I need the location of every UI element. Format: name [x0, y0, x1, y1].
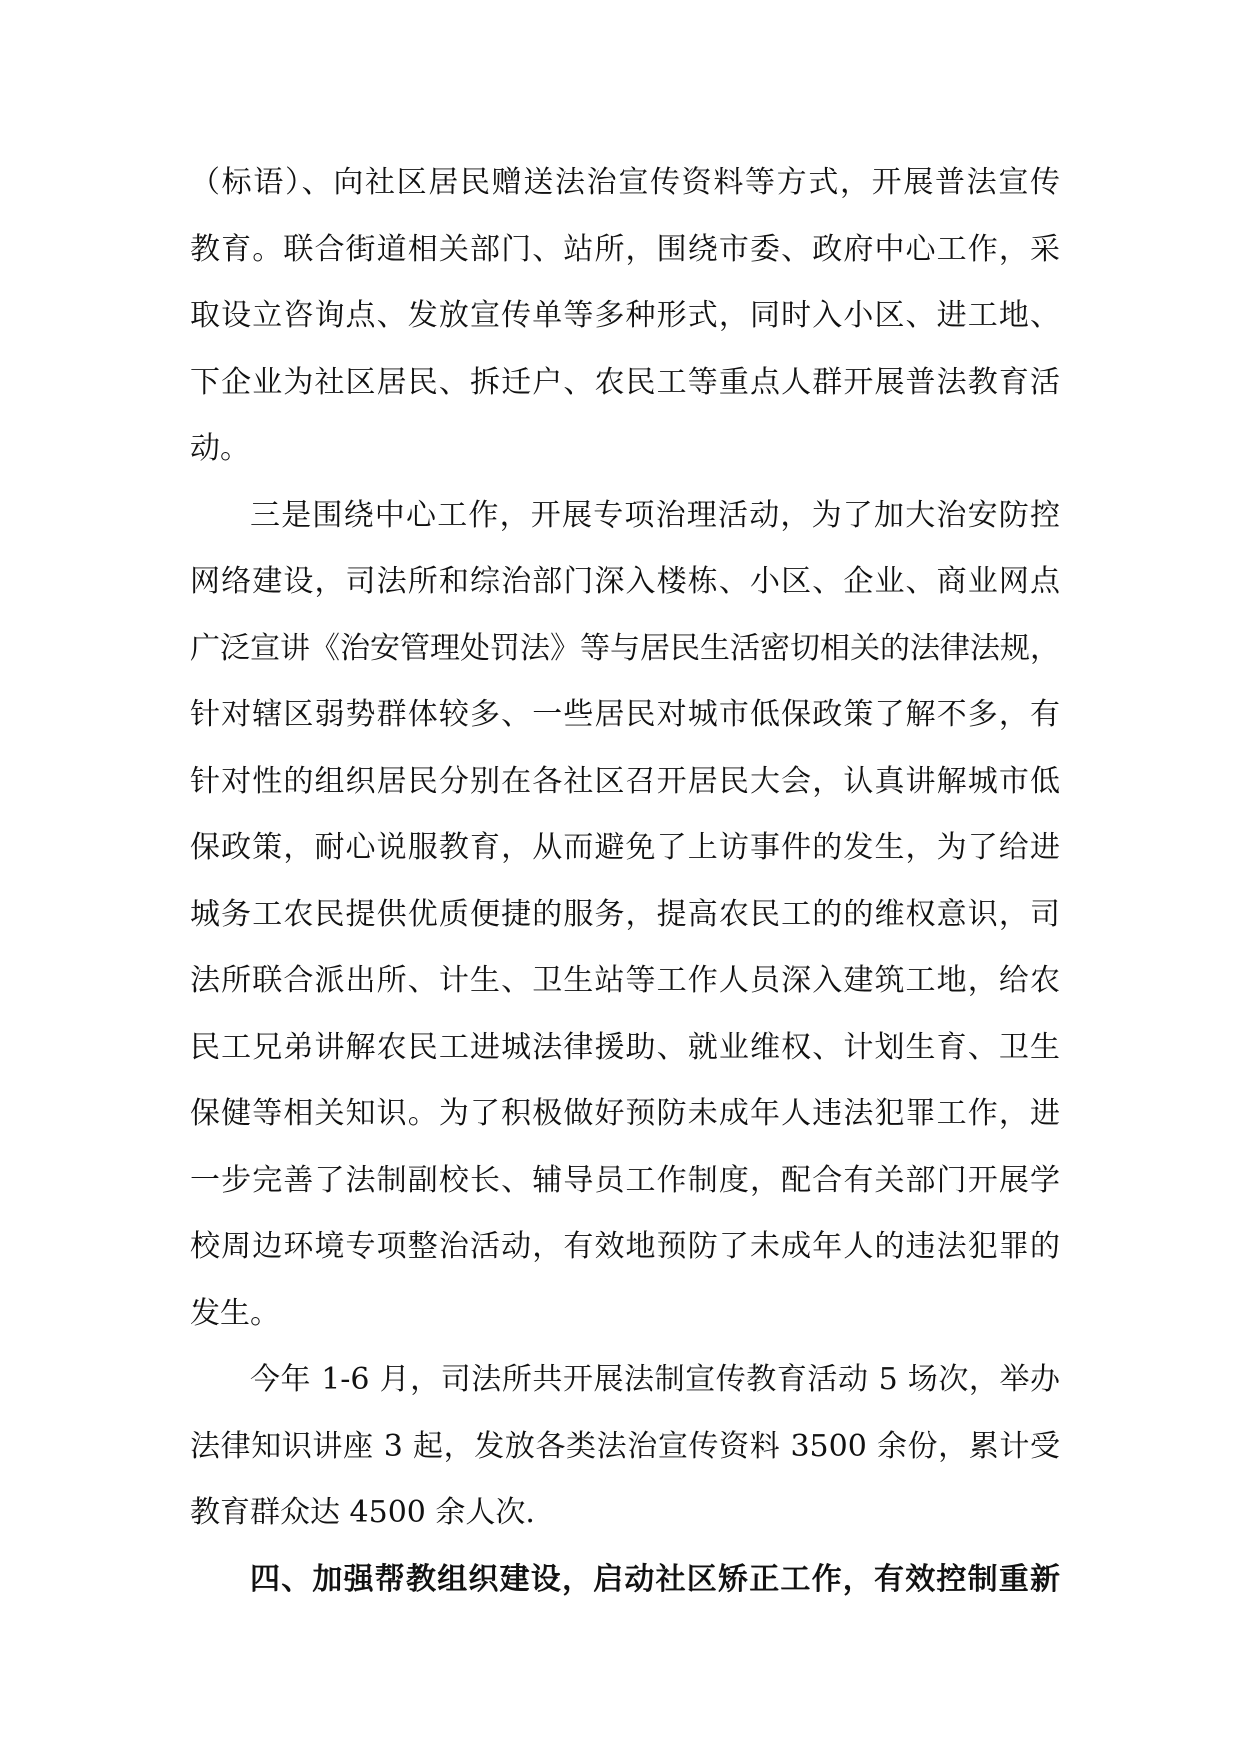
text-line: 网络建设，司法所和综治部门深入楼栋、小区、企业、商业网点 — [190, 564, 1060, 599]
text-line: 动。 — [190, 431, 250, 466]
paragraph-start-line: 今年 1-6 月，司法所共开展法制宣传教育活动 5 场次，举办 — [250, 1362, 1060, 1397]
text-line: 保政策，耐心说服教育，从而避免了上访事件的发生，为了给进 — [190, 830, 1060, 865]
text-line: 法所联合派出所、计生、卫生站等工作人员深入建筑工地，给农 — [190, 963, 1060, 998]
text-line: 针对性的组织居民分别在各社区召开居民大会，认真讲解城市低 — [190, 763, 1060, 799]
text-line: 校周边环境专项整治活动，有效地预防了未成年人的违法犯罪的 — [190, 1229, 1060, 1264]
text-line: 城务工农民提供优质便捷的服务，提高农民工的的维权意识，司 — [190, 896, 1060, 932]
text-line: 下企业为社区居民、拆迁户、农民工等重点人群开展普法教育活 — [190, 364, 1060, 400]
text-line: 教育群众达 4500 余人次. — [190, 1495, 535, 1530]
text-line: （标语）、向社区居民赠送法治宣传资料等方式，开展普法宣传 — [190, 165, 1060, 200]
text-line: 法律知识讲座 3 起，发放各类法治宣传资料 3500 余份，累计受 — [190, 1428, 1060, 1464]
paragraph-start-line: 三是围绕中心工作，开展专项治理活动，为了加大治安防控 — [250, 497, 1060, 533]
text-line: 教育。联合街道相关部门、站所，围绕市委、政府中心工作，采 — [190, 231, 1060, 267]
document-body — [190, 150, 1060, 1613]
text-line: 发生。 — [190, 1295, 280, 1331]
text-line: 广泛宣讲《治安管理处罚法》等与居民生活密切相关的法律法规， — [190, 630, 1060, 666]
section-heading: 四、加强帮教组织建设，启动社区矫正工作，有效控制重新 — [250, 1561, 1060, 1597]
text-line: 一步完善了法制副校长、辅导员工作制度，配合有关部门开展学 — [190, 1162, 1060, 1198]
text-line: 民工兄弟讲解农民工进城法律援助、就业维权、计划生育、卫生 — [190, 1029, 1060, 1065]
text-line: 针对辖区弱势群体较多、一些居民对城市低保政策了解不多，有 — [190, 697, 1060, 732]
text-line: 保健等相关知识。为了积极做好预防未成年人违法犯罪工作，进 — [190, 1096, 1060, 1131]
text-line: 取设立咨询点、发放宣传单等多种形式，同时入小区、进工地、 — [190, 298, 1060, 333]
